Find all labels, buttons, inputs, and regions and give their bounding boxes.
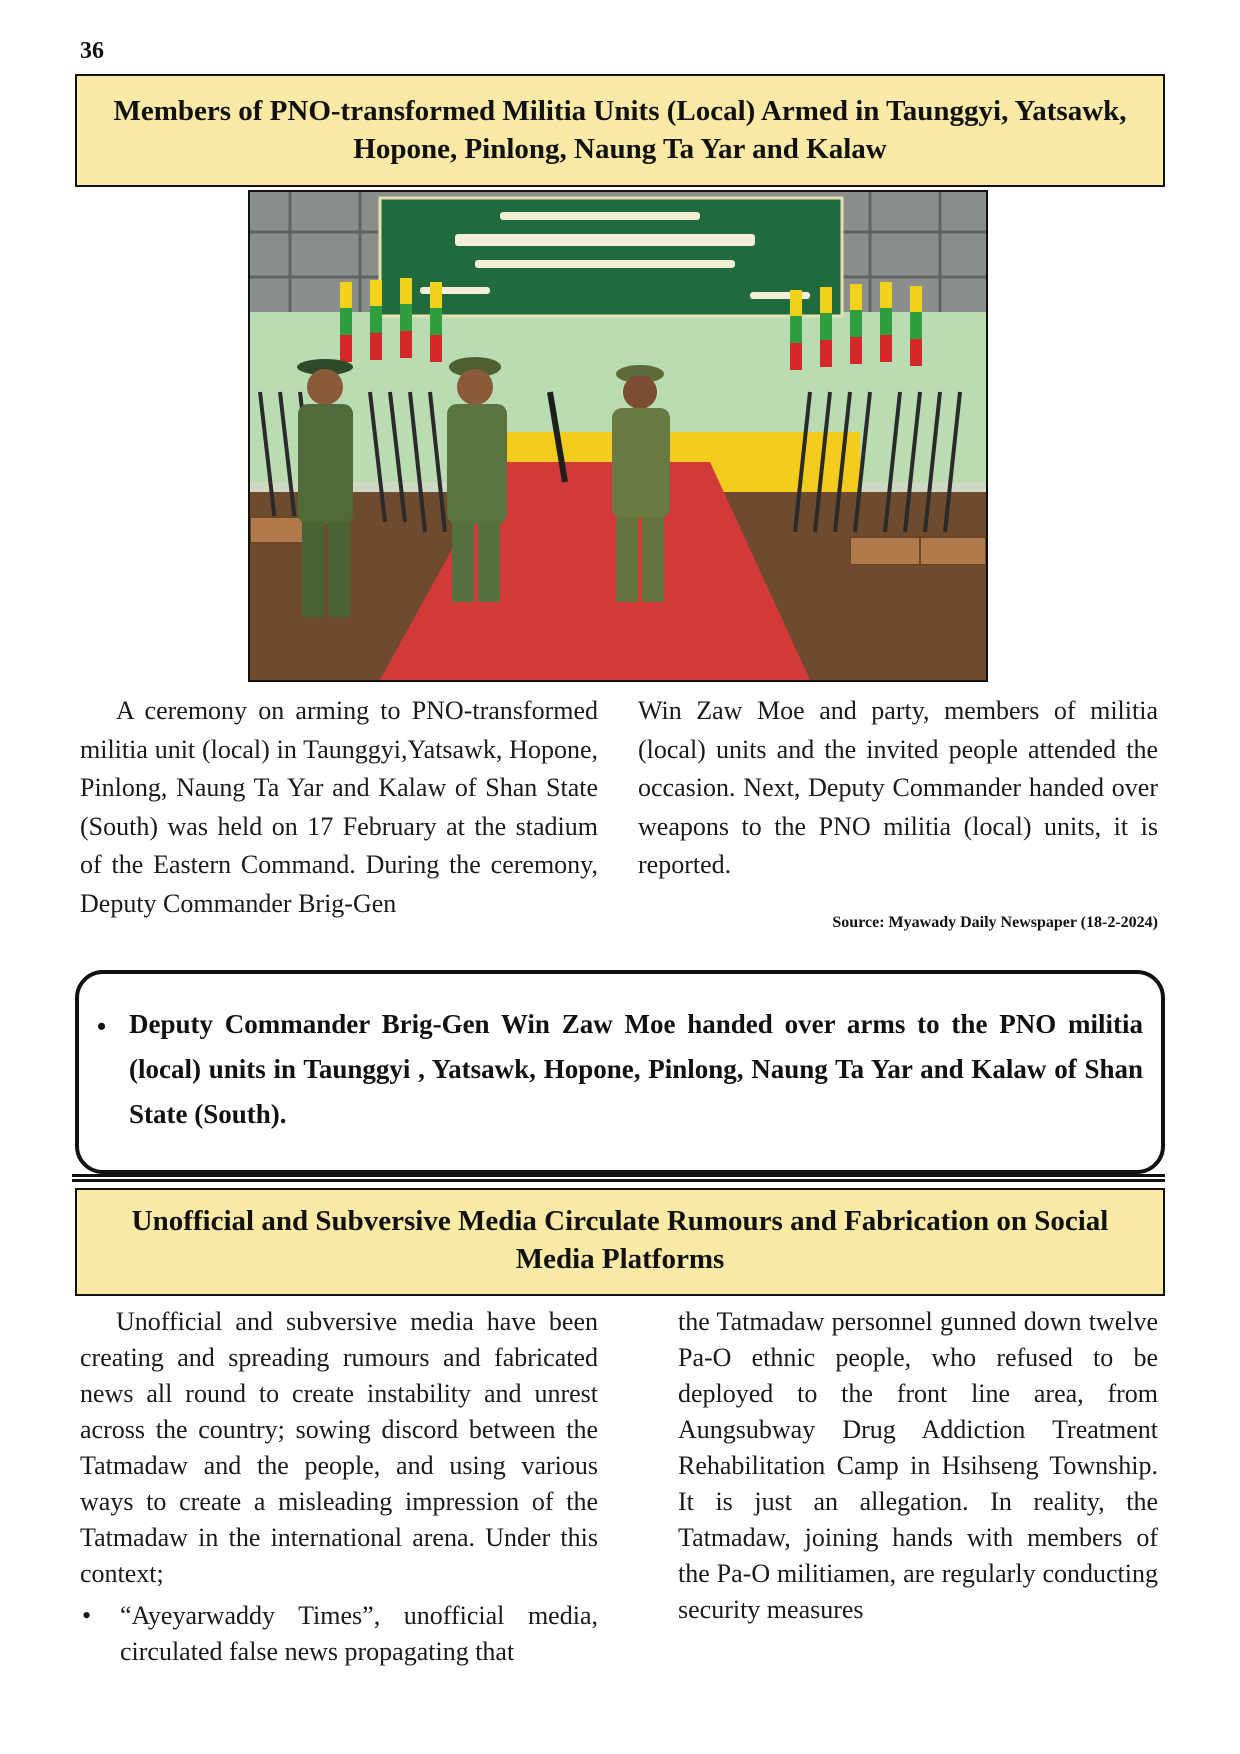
source-credit: Source: Myawady Daily Newspaper (18-2-2024) — [832, 914, 1158, 931]
article-headline: Unofficial and Subversive Media Circulate Rumours and Fabrication on Social Media Platforms — [75, 1188, 1165, 1296]
article-paragraph: the Tatmadaw personnel gunned down twelve Pa-O ethnic people, who refused to be deployed to the front line area, from Aungsubway Drug Addiction Treatment Rehabilitation Camp in Hsihseng Township. It is just an allegation. In reality, the Tatmadaw, joining hands with members of the Pa-O militiamen, are regularly conducting security measures — [678, 1307, 1158, 1624]
article-column-left — [80, 692, 598, 923]
list-item — [80, 1598, 598, 1670]
list-item-text: “Ayeyarwaddy Times”, unofficial media, circulated false news propagating that — [120, 1601, 598, 1666]
highlight-box — [75, 970, 1165, 1174]
article-column-right — [638, 692, 1158, 885]
highlight-text: Deputy Commander Brig-Gen Win Zaw Moe handed over arms to the PNO militia (local) units in Taunggyi , Yatsawk, Hopone, Pinlong, Naung Ta Yar and Kalaw of Shan State (South). — [129, 1009, 1143, 1129]
article-paragraph: Win Zaw Moe and party, members of militia (local) units and the invited people attended the occasion. Next, Deputy Commander handed over weapons to the PNO militia (local) units, it is reported. — [638, 696, 1158, 879]
page-number: 36 — [80, 38, 104, 64]
article-column-right — [678, 1304, 1158, 1628]
article-paragraph: A ceremony on arming to PNO-transformed militia unit (local) in Taunggyi,Yatsawk, Hopone, Pinlong, Naung Ta Yar and Kalaw of Shan State (South) was held on 17 February at the stadium of the Eastern Command. During the ceremony, Deputy Commander Brig-Gen — [80, 696, 598, 918]
bullet-icon: • — [82, 1601, 92, 1630]
article-paragraph: Unofficial and subversive media have been creating and spreading rumours and fabricated news all round to create instability and unrest across the country; sowing discord between the Tatmadaw and the people, and using various ways to create a misleading impression of the Tatmadaw in the international arena. Under this context; — [80, 1307, 598, 1588]
ceremony-photo — [248, 190, 988, 682]
section-divider — [72, 1174, 1165, 1182]
article-column-left — [80, 1304, 598, 1670]
bullet-icon: • — [97, 1012, 107, 1041]
article-headline: Members of PNO-transformed Militia Units (Local) Armed in Taunggyi, Yatsawk, Hopone, Pinlong, Naung Ta Yar and Kalaw — [75, 74, 1165, 187]
